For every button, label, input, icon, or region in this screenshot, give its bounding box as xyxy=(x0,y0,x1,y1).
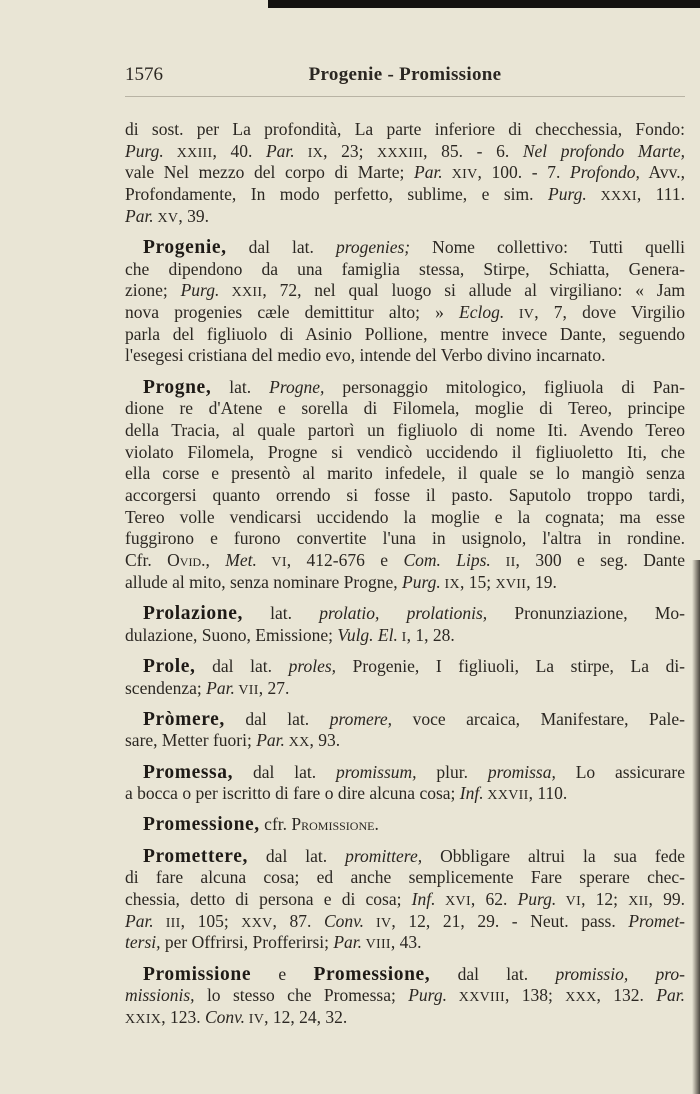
roman-numeral: XXIII xyxy=(163,145,213,161)
text-line xyxy=(125,528,685,550)
roman-numeral: XXV xyxy=(241,915,273,931)
header-rule xyxy=(125,96,685,97)
italic-citation: Met. xyxy=(225,550,257,571)
dictionary-entry xyxy=(125,656,685,699)
text-run: parla del figliuolo di Asinio Pollione, mentre invece Dante, seguendo xyxy=(125,323,685,344)
text-run: dal lat. xyxy=(224,708,330,729)
italic-citation: Par. xyxy=(125,910,154,931)
headword: Promessione, xyxy=(313,963,431,985)
text-run: fuggirono e furono convertite l'una in usignolo, l'altra in rondine. xyxy=(125,528,685,549)
text-line xyxy=(125,206,685,228)
text-line xyxy=(125,507,685,529)
text-run: , 138; xyxy=(504,985,566,1006)
text-run: , 93. xyxy=(309,730,341,751)
text-line xyxy=(125,911,685,933)
text-run: lat. xyxy=(211,376,270,397)
text-run: , xyxy=(205,550,226,571)
text-run: , 132. xyxy=(596,985,657,1006)
italic-citation: Inf. xyxy=(459,783,484,804)
dictionary-entry xyxy=(125,846,685,954)
roman-numeral: IV xyxy=(364,915,392,931)
text-run: dione re d'Atene e sorella di Filomela, moglie di Tereo, principe xyxy=(125,398,685,419)
dictionary-entry xyxy=(125,762,685,805)
text-run: , 87. xyxy=(272,910,324,931)
text-line xyxy=(125,985,685,1007)
text-line xyxy=(125,162,685,184)
text-run: , 100. - 7. xyxy=(477,162,571,183)
italic-citation: Eclog. xyxy=(459,302,505,322)
text-run: Profondamente, In modo perfetto, sublime, e sim. xyxy=(125,184,549,205)
text-run: voce arcaica, Manifestare, Pale- xyxy=(392,708,685,729)
text-run: allude al mito, senza nominare Progne, xyxy=(125,571,403,592)
text-run: , 15; xyxy=(459,571,496,592)
text-line xyxy=(125,184,685,206)
headword: Prole, xyxy=(143,655,196,677)
text-run: , 111. xyxy=(636,184,686,205)
text-line xyxy=(125,463,685,485)
italic-citation: progenies; xyxy=(335,236,411,257)
text-run: , 123. xyxy=(161,1006,205,1027)
text-run: dulazione, Suono, Emissione; xyxy=(125,624,338,645)
text-run: che dipendono da una famiglia stessa, Stirpe, Schiatta, Genera- xyxy=(125,258,685,279)
text-run: , 19. xyxy=(526,571,557,592)
text-run: , 40. xyxy=(212,140,266,161)
text-run: chessia, detto di persona e di cosa; xyxy=(125,889,412,909)
italic-citation: promissum, xyxy=(335,761,417,782)
italic-citation: Inf. xyxy=(411,889,436,909)
page-number: 1576 xyxy=(125,64,163,85)
running-title: Progenie - Promissione xyxy=(308,64,502,85)
text-run: di fare alcuna cosa; ed anche semplicemente Fare sperare chec- xyxy=(125,867,685,888)
roman-numeral: XVII xyxy=(495,576,527,592)
text-run: , 23; xyxy=(323,140,378,161)
text-run: , 85. - 6. xyxy=(423,140,523,161)
scan-page-edge-shadow xyxy=(692,560,700,1094)
roman-numeral: IV xyxy=(504,307,535,322)
text-line xyxy=(125,730,685,752)
text-run: della Tracia, al quale partorì un figliuolo di nome Iti. Avendo Tereo xyxy=(125,419,685,440)
text-line xyxy=(125,889,685,911)
text-run: , 99. xyxy=(648,889,685,909)
roman-numeral: XII xyxy=(628,894,649,909)
page-header xyxy=(125,64,685,94)
text-run: dal lat. xyxy=(247,845,346,866)
text-run: Lo assicurare xyxy=(555,761,685,782)
italic-citation: missionis, xyxy=(125,985,195,1006)
text-line xyxy=(125,846,685,868)
italic-citation: Par. xyxy=(125,205,154,226)
text-run: personaggio mitologico, figliuola di Pan- xyxy=(324,376,685,397)
text-line xyxy=(125,762,685,784)
text-run: cfr. xyxy=(259,814,292,835)
text-run: lat. xyxy=(242,602,320,623)
roman-numeral: IX xyxy=(440,576,460,592)
text-line xyxy=(125,814,685,836)
text-run: , 27. xyxy=(258,677,290,698)
italic-citation: Par. xyxy=(206,677,235,698)
text-run: , 72, nel qual luogo si allude al virgiliano: « Jam xyxy=(262,280,685,301)
roman-numeral: IX xyxy=(294,145,324,161)
italic-citation: promittere, xyxy=(345,845,423,866)
dictionary-entry xyxy=(125,237,685,367)
text-run: , 39. xyxy=(178,205,209,226)
small-caps-text: Ovid. xyxy=(167,550,206,571)
text-run: a bocca o per iscritto di fare o dire alcuna cosa; xyxy=(125,783,460,804)
roman-numeral: XXIX xyxy=(125,1011,162,1027)
italic-citation: promissio, pro- xyxy=(555,963,685,984)
roman-numeral: XXVII xyxy=(483,788,529,804)
italic-citation: Vulg. El. xyxy=(337,624,398,645)
dictionary-entry xyxy=(125,603,685,646)
text-line xyxy=(125,141,685,163)
text-line xyxy=(125,259,685,281)
roman-numeral: XIV xyxy=(442,167,478,183)
italic-citation: prolatio, prolationis, xyxy=(319,602,488,623)
roman-numeral: VIII xyxy=(362,937,391,953)
text-run: Obbligare altrui la sua fede xyxy=(422,845,685,866)
text-line xyxy=(125,550,685,572)
text-run: dal lat. xyxy=(226,236,336,257)
headword: Pròmere, xyxy=(143,708,225,730)
text-run: Progenie, I figliuoli, La stirpe, La di- xyxy=(336,655,686,676)
italic-citation: Conv. xyxy=(204,1006,245,1027)
text-run: dal lat. xyxy=(430,963,556,984)
roman-numeral: XXX xyxy=(565,990,597,1006)
text-line xyxy=(125,1007,685,1029)
text-run: , 300 e seg. Dante xyxy=(515,550,685,571)
italic-citation: Purg. xyxy=(548,184,587,205)
text-run: lo stesso che Promessa; xyxy=(194,985,409,1006)
italic-citation: Purg. xyxy=(408,985,447,1006)
roman-numeral: XXVIII xyxy=(446,990,505,1006)
italic-citation: promere, xyxy=(329,708,393,729)
roman-numeral: XVI xyxy=(435,894,471,909)
text-run: , 12, 21, 29. - Neut. pass. xyxy=(391,910,629,931)
italic-citation: Purg. xyxy=(125,140,164,161)
text-line xyxy=(125,302,685,324)
small-caps-text: Promissione. xyxy=(291,814,379,835)
text-run: plur. xyxy=(416,761,488,782)
roman-numeral: III xyxy=(153,915,181,931)
text-line xyxy=(125,345,685,367)
headword: Progenie, xyxy=(143,236,227,258)
text-run: accorgersi quanto orrendo si fosse il pasto. Saputolo troppo tardi, xyxy=(125,485,685,505)
dictionary-entry xyxy=(125,964,685,1029)
text-run: , 43. xyxy=(390,932,422,953)
italic-citation: Progne, xyxy=(269,376,325,397)
text-line xyxy=(125,964,685,986)
text-line xyxy=(125,867,685,889)
text-run: , 7, dove Virgilio xyxy=(534,302,686,322)
text-run: e xyxy=(251,963,314,984)
text-run: Tereo volle vendicarsi uccidendo la moglie e la cognata; ma esse xyxy=(125,506,685,527)
italic-citation: Par. xyxy=(656,985,685,1006)
text-run: Cfr. xyxy=(125,550,168,571)
italic-citation: proles, xyxy=(288,655,337,676)
italic-citation: promissa, xyxy=(487,761,556,782)
text-line xyxy=(125,377,685,399)
text-run: sare, Metter fuori; xyxy=(125,730,257,751)
text-run: , 12; xyxy=(581,889,629,909)
text-run: , 62. xyxy=(470,889,518,909)
roman-numeral: XXXI xyxy=(586,189,637,205)
italic-citation: Purg. xyxy=(180,280,220,301)
text-line xyxy=(125,783,685,805)
text-run: violato Filomela, Progne si vendicò uccidendo il figliuoletto Iti, che xyxy=(125,441,685,462)
headword: Promessione, xyxy=(143,814,260,836)
text-run: per Offrirsi, Profferirsi; xyxy=(160,932,334,953)
italic-citation: tersi, xyxy=(125,932,161,953)
roman-numeral: XXXIII xyxy=(377,145,424,161)
italic-citation: Purg. xyxy=(517,889,557,909)
headword: Prolazione, xyxy=(143,602,243,624)
text-run: Avv., xyxy=(639,162,685,183)
text-run: , 1, 28. xyxy=(406,624,455,645)
text-run: nova progenies cæle demittitur alto; » xyxy=(125,302,460,322)
italic-citation: Conv. xyxy=(323,910,364,931)
text-line xyxy=(125,398,685,420)
text-line xyxy=(125,656,685,678)
text-run: di sost. per La profondità, La parte inferiore di checchessia, Fondo: xyxy=(125,119,685,139)
italic-citation: Par. xyxy=(414,162,443,183)
text-run: zione; xyxy=(125,280,181,301)
italic-citation: Nel profondo Marte, xyxy=(522,140,686,161)
dictionary-entry xyxy=(125,377,685,594)
text-line xyxy=(125,237,685,259)
text-line xyxy=(125,485,685,507)
roman-numeral: I xyxy=(397,629,407,645)
italic-citation: Par. xyxy=(333,932,363,953)
text-run: , 12, 24, 32. xyxy=(264,1006,348,1027)
text-line xyxy=(125,324,685,346)
dictionary-entry xyxy=(125,814,685,836)
text-line xyxy=(125,678,685,700)
text-run: , 412-676 e xyxy=(286,550,404,571)
text-run: , 105; xyxy=(180,910,242,931)
text-run: scendenza; xyxy=(125,677,207,698)
dictionary-entry xyxy=(125,709,685,752)
roman-numeral: XV xyxy=(153,210,179,226)
italic-citation: Profondo, xyxy=(570,162,640,183)
italic-citation: Par. xyxy=(256,730,285,751)
roman-numeral: VI xyxy=(556,894,582,909)
text-line xyxy=(125,572,685,594)
text-line xyxy=(125,442,685,464)
text-run: Pronunziazione, Mo- xyxy=(487,602,685,623)
text-run: dal lat. xyxy=(195,655,289,676)
headword: Promessa, xyxy=(143,761,234,783)
roman-numeral: IV xyxy=(244,1011,265,1027)
scan-top-border xyxy=(268,0,700,8)
text-run: vale Nel mezzo del corpo di Marte; xyxy=(125,162,414,183)
text-line xyxy=(125,420,685,442)
text-run: ella corse e presentò al marito infedele, il quale se lo mangiò senza xyxy=(125,463,685,484)
text-run: , 110. xyxy=(528,783,568,804)
text-run: l'esegesi cristiana del medio evo, intende del Verbo divino incarnato. xyxy=(125,345,606,366)
headword: Progne, xyxy=(143,376,212,398)
roman-numeral: XX xyxy=(284,735,310,751)
italic-citation: Promet- xyxy=(628,910,686,931)
roman-numeral: II xyxy=(490,555,516,571)
text-line xyxy=(125,932,685,954)
dictionary-body xyxy=(125,119,685,1038)
roman-numeral: VI xyxy=(256,555,287,571)
headword: Promettere, xyxy=(143,845,248,867)
text-line xyxy=(125,625,685,647)
text-run: Nome collettivo: Tutti quelli xyxy=(410,236,685,257)
text-line xyxy=(125,603,685,625)
text-line xyxy=(125,119,685,141)
italic-citation: Purg. xyxy=(402,571,441,592)
text-run: dal lat. xyxy=(233,761,336,782)
headword: Promissione xyxy=(143,963,252,985)
italic-citation: Com. Lips. xyxy=(403,550,491,571)
text-line xyxy=(125,280,685,302)
entry-continuation xyxy=(125,119,685,227)
italic-citation: Par. xyxy=(265,140,295,161)
roman-numeral: VII xyxy=(234,682,259,698)
roman-numeral: XXII xyxy=(219,285,263,301)
text-line xyxy=(125,709,685,731)
